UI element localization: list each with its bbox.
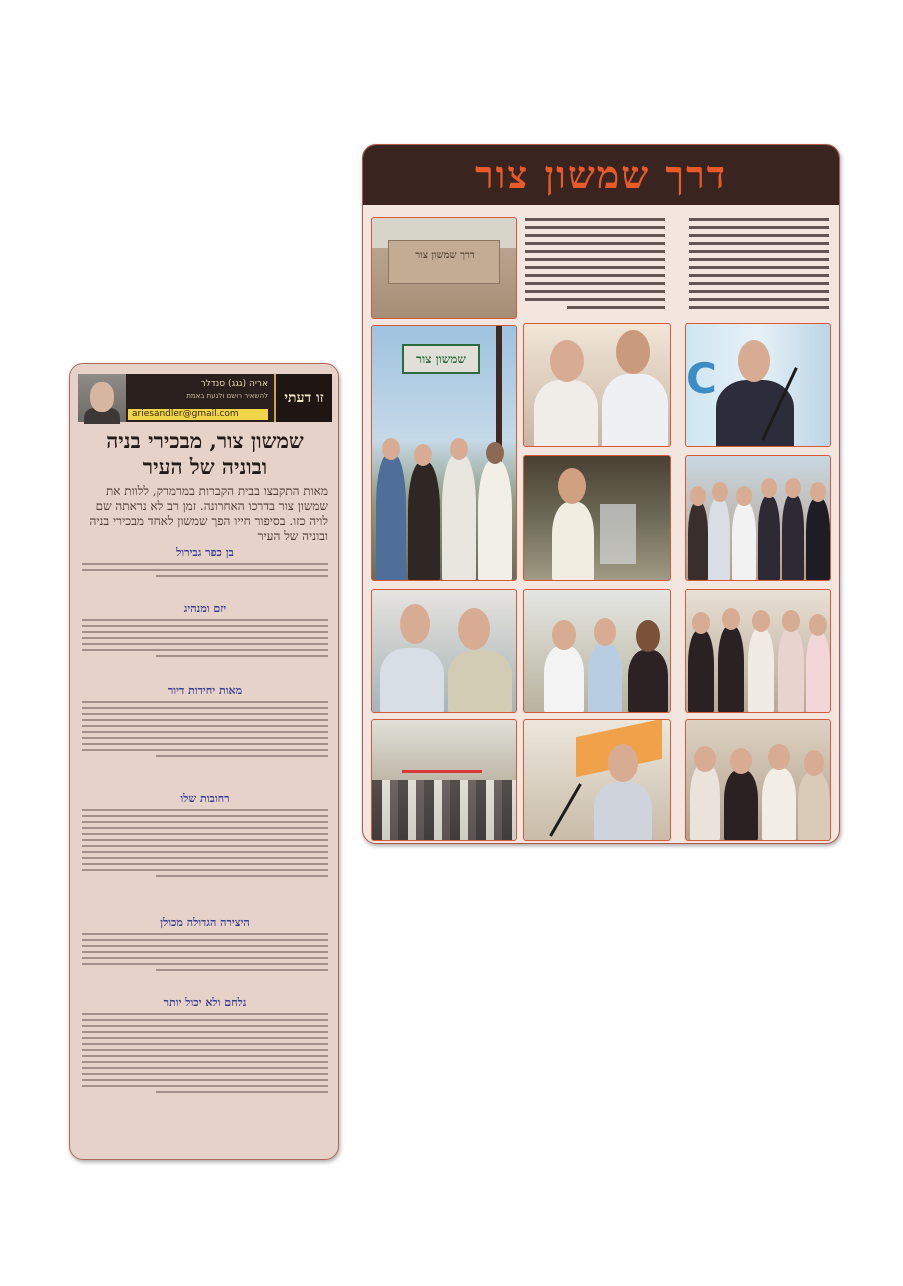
photo-group-street-sign [371,325,517,581]
section-2 [82,602,328,661]
stone-sign-text: דרך שמשון צור [415,250,475,261]
photo-woman-speaking [523,455,671,581]
photo-men-group [685,455,831,581]
author-name: אריה (גגג) סנדלר [200,379,268,389]
section-title: נלחם ולא יכול יותר [163,996,247,1009]
section-text [82,933,328,971]
section-4 [82,792,328,881]
intro-text-column-1 [689,215,829,314]
photo-crowd-ceremony [371,719,517,841]
photo-speaker-flag [523,719,671,841]
article-headline: שמשון צור, מבכירי בניה ובוניה של העיר [106,428,304,479]
section-5 [82,916,328,975]
left-article-clipping [69,363,339,1160]
column-header [78,374,332,422]
photo-speaker-podium: C [685,323,831,447]
article-banner [363,145,839,205]
street-sign: שמשון צור [402,344,480,374]
photo-group-photo [523,589,671,713]
section-title: היצירה הגדולה מכולן [160,916,250,929]
photo-two-men-outdoor [371,589,517,713]
section-title: מאות יחידות דיור [167,684,243,697]
banner-title: דרך שמשון צור [474,152,728,197]
section-text [82,563,328,577]
section-text [82,619,328,657]
author-portrait [78,374,126,422]
section-text [82,701,328,757]
section-6 [82,996,328,1097]
right-article-clipping [362,144,840,844]
photo-two-men [523,323,671,447]
intro-text-column-2 [525,215,665,314]
article-subheadline: מאות התקבצו בבית הקברות במרמרק, ללוות את שמשון צור בדרכו האחרונה. זמן רב לא נראתה שם לויה כזו. בסיפור חייו הפך שמשון לאחד מבכירי בניה ובוניה של העיר [89,484,328,543]
section-1 [82,546,328,581]
section-title: רחובות שלו [180,792,230,805]
section-text [82,809,328,877]
photo-audience [685,719,831,841]
author-email: ariesandler@gmail.com [128,409,268,420]
column-name: זו דעתי [274,374,332,422]
author-tagline: להשאיר רושם ולגעת באמת [186,392,268,400]
section-title: יזם ומנהיג [183,602,227,615]
photo-stone-sign [371,217,517,319]
section-text [82,1013,328,1093]
photo-women-group [685,589,831,713]
section-title: בן כפר גבירול [176,546,234,559]
section-3 [82,684,328,761]
